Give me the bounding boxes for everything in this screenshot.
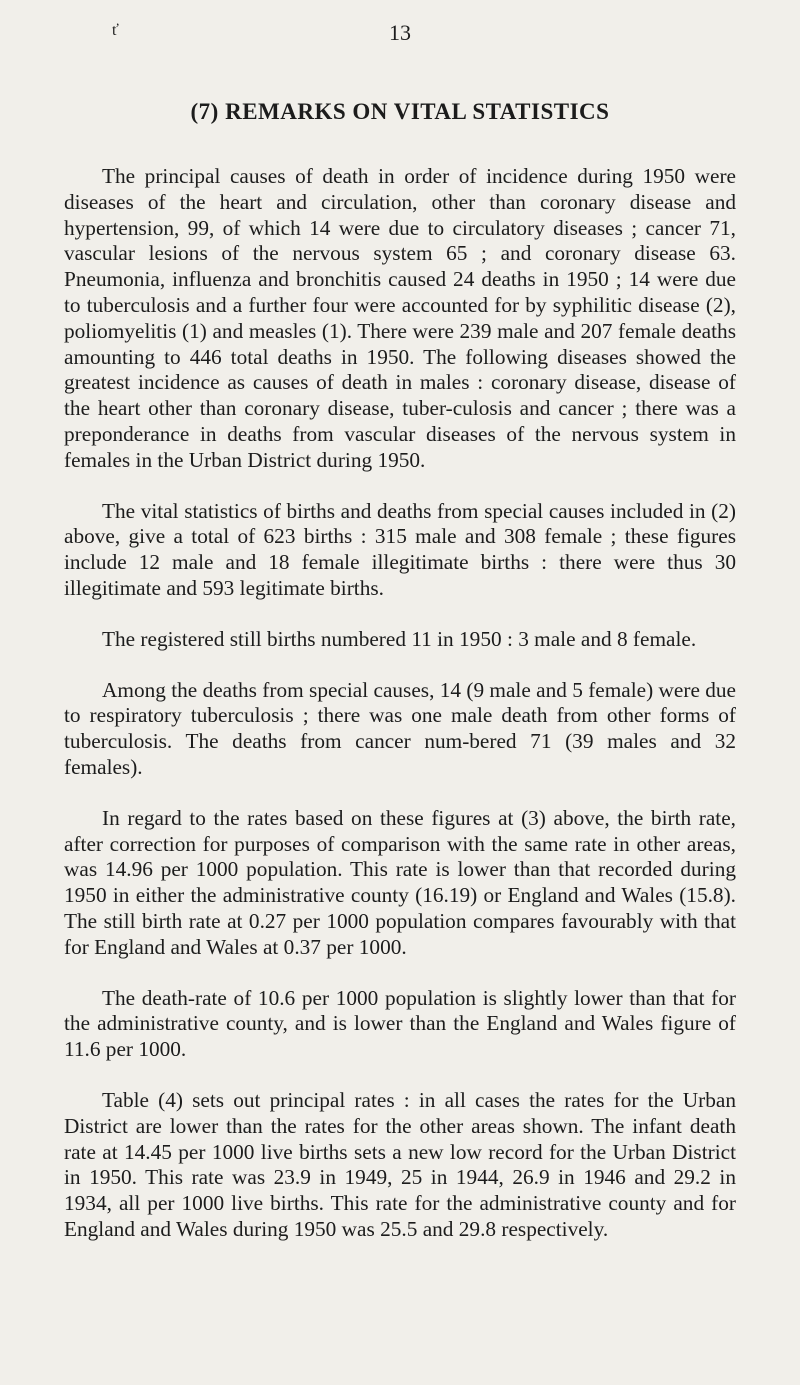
body-text bbox=[64, 164, 736, 1268]
section-heading: (7) REMARKS ON VITAL STATISTICS bbox=[190, 99, 610, 124]
corner-mark: ť bbox=[112, 22, 119, 39]
paragraph-birth-rate: In regard to the rates based on these figures at (3) above, the birth rate, after correction for purposes of comparison with the same rate in other areas, was 14.96 per 1000 population. This rate is lower than that recorded during 1950 in either the administrative county (16.19) or England and Wales (15.8). The still birth rate at 0.27 per 1000 population compares favourably with that for England and Wales at 0.37 per 1000. bbox=[64, 805, 736, 959]
paragraph-causes-of-death: The principal causes of death in order of incidence during 1950 were diseases of the heart and circulation, other than coronary disease and hypertension, 99, of which 14 were due to circulatory diseases ; cancer 71, vascular lesions of the nervous system 65 ; and coronary disease 63. Pneumonia, influenza and bronchitis caused 24 deaths in 1950 ; 14 were due to tuberculosis and a further four were accounted for by syphilitic disease (2), poliomyelitis (1) and measles (1). There were 239 male and 207 female deaths amounting to 446 total deaths in 1950. The following diseases showed the greatest incidence as causes of death in males : coronary disease, disease of the heart other than coronary disease, tuber-culosis and cancer ; there was a preponderance in deaths from vascular diseases of the nervous system in females in the Urban District during 1950. bbox=[64, 164, 736, 472]
paragraph-births: The vital statistics of births and deaths from special causes included in (2) above, give a total of 623 births : 315 male and 308 female ; these figures include 12 male and 18 female illegitimate births : there were thus 30 illegitimate and 593 legitimate births. bbox=[64, 498, 736, 600]
paragraph-principal-rates: Table (4) sets out principal rates : in all cases the rates for the Urban District are lower than the rates for the other areas shown. The infant death rate at 14.45 per 1000 live births sets a new low record for the Urban District in 1950. This rate was 23.9 in 1949, 25 in 1944, 26.9 in 1946 and 29.2 in 1934, all per 1000 live births. This rate for the administrative county and for England and Wales during 1950 was 25.5 and 29.8 respectively. bbox=[64, 1087, 736, 1241]
paragraph-still-births: The registered still births numbered 11 in 1950 : 3 male and 8 female. bbox=[102, 626, 697, 651]
page-number: 13 bbox=[389, 20, 411, 45]
paragraph-special-causes: Among the deaths from special causes, 14 (9 male and 5 female) were due to respiratory tuberculosis ; there was one male death from other forms of tuberculosis. The deaths from cancer num-bered 71 (39 males and 32 females). bbox=[64, 677, 736, 779]
paragraph-death-rate: The death-rate of 10.6 per 1000 population is slightly lower than that for the administrative county, and is lower than the England and Wales figure of 11.6 per 1000. bbox=[64, 985, 736, 1062]
